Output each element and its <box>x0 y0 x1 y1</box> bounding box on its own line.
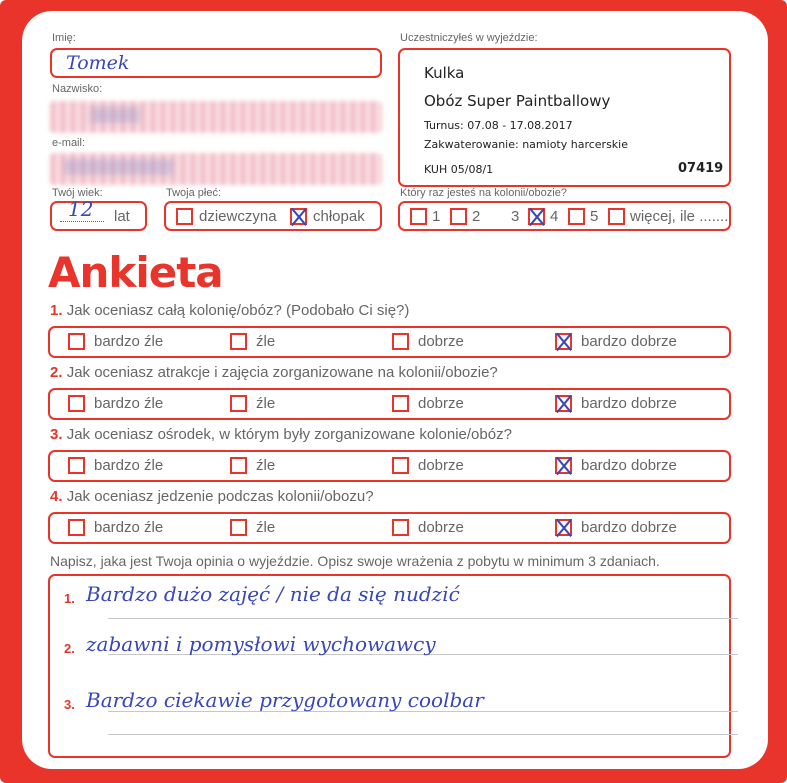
surname-label: Nazwisko: <box>52 83 103 95</box>
question-1-option-4-checkbox[interactable] <box>555 333 572 350</box>
question-3-option-4-label: bardzo dobrze <box>581 457 677 474</box>
opinion-answer-3: Bardzo ciekawie przygotowany coolbar <box>86 688 484 712</box>
trip-code: KUH 05/08/1 <box>424 163 494 176</box>
question-3-option-3-checkbox[interactable] <box>392 457 409 474</box>
question-2-option-1-label: bardzo źle <box>94 395 164 412</box>
question-4-option-3-checkbox[interactable] <box>392 519 409 536</box>
question-3-label: Jak oceniasz ośrodek, w którym były zorganizowane kolonie/obóz? <box>66 426 512 443</box>
question-2-option-3-checkbox[interactable] <box>392 395 409 412</box>
email-field-redacted[interactable]: ▒▒▒▒▒▒▒▒▒▒▒ <box>50 153 382 185</box>
which-time-5-label: 5 <box>590 208 599 225</box>
trip-accommodation: Zakwaterowanie: namioty harcerskie <box>424 138 628 151</box>
question-2-label: Jak oceniasz atrakcje i zajęcia zorganizowane na kolonii/obozie? <box>66 364 498 381</box>
question-2-answers <box>48 388 731 420</box>
question-2-text <box>50 364 498 381</box>
gender-label: Twoja płeć: <box>166 187 222 199</box>
age-field[interactable] <box>50 197 147 231</box>
question-1-option-2-checkbox[interactable] <box>230 333 247 350</box>
which-time-3-label: 3 <box>511 208 520 225</box>
question-3-text <box>50 426 512 443</box>
which-time-label: Który raz jesteś na kolonii/obozie? <box>400 187 567 199</box>
trip-camp: Obóz Super Paintballowy <box>424 92 611 110</box>
gender-boy-label: chłopak <box>313 208 365 225</box>
trip-label: Uczestniczyłeś w wyjeździe: <box>400 32 538 44</box>
opinion-num-2: 2. <box>64 641 75 656</box>
question-2-option-4-label: bardzo dobrze <box>581 395 677 412</box>
question-3-number: 3. <box>50 426 63 443</box>
opinion-prompt: Napisz, jaka jest Twoja opinia o wyjeździe. Opisz swoje wrażenia z pobytu w minimum 3 zdaniach. <box>50 553 660 569</box>
age-dotted-line <box>60 221 104 222</box>
age-unit: lat <box>114 208 130 225</box>
gender-girl-label: dziewczyna <box>199 208 277 225</box>
question-2-number: 2. <box>50 364 63 381</box>
question-1-option-3-label: dobrze <box>418 333 464 350</box>
surname-field-redacted[interactable]: ▒▒▒▒▒ <box>50 101 382 133</box>
question-1-option-2-label: źle <box>256 333 276 350</box>
trip-number: 07419 <box>678 161 724 176</box>
question-3-option-2-label: źle <box>256 457 276 474</box>
gender-field <box>164 201 382 231</box>
gender-girl-checkbox[interactable] <box>176 208 193 225</box>
trip-turnus: Turnus: 07.08 - 17.08.2017 <box>424 119 573 132</box>
survey-title: Ankieta <box>48 248 223 297</box>
question-1-option-3-checkbox[interactable] <box>392 333 409 350</box>
question-4-option-1-checkbox[interactable] <box>68 519 85 536</box>
question-4-option-4-label: bardzo dobrze <box>581 519 677 536</box>
question-4-answers <box>48 512 731 544</box>
which-time-field <box>398 201 731 231</box>
question-3-option-1-label: bardzo źle <box>94 457 164 474</box>
question-2-option-1-checkbox[interactable] <box>68 395 85 412</box>
question-3-option-1-checkbox[interactable] <box>68 457 85 474</box>
opinion-line-4 <box>108 734 738 735</box>
which-time-more-label: więcej, ile ....... <box>630 208 729 225</box>
question-1-option-1-label: bardzo źle <box>94 333 164 350</box>
question-4-option-3-label: dobrze <box>418 519 464 536</box>
question-4-label: Jak oceniasz jedzenie podczas kolonii/obozu? <box>66 488 374 505</box>
question-2-option-2-checkbox[interactable] <box>230 395 247 412</box>
question-4-text <box>50 488 374 505</box>
question-2-option-2-label: źle <box>256 395 276 412</box>
question-1-label: Jak oceniasz całą kolonię/obóz? (Podobało Ci się?) <box>66 302 410 319</box>
opinion-answer-2: zabawni i pomysłowi wychowawcy <box>86 632 436 656</box>
name-label: Imię: <box>52 32 76 44</box>
which-time-2-checkbox[interactable] <box>450 208 467 225</box>
which-time-2-label: 2 <box>472 208 481 225</box>
which-time-4-label: 4 <box>550 208 559 225</box>
question-4-option-2-label: źle <box>256 519 276 536</box>
form-sheet <box>22 11 768 769</box>
question-1-answers <box>48 326 731 358</box>
question-1-option-4-label: bardzo dobrze <box>581 333 677 350</box>
which-time-4-checkbox[interactable] <box>528 208 545 225</box>
age-label: Twój wiek: <box>52 187 103 199</box>
which-time-more-checkbox[interactable] <box>608 208 625 225</box>
name-value: Tomek <box>66 52 130 74</box>
question-2-option-4-checkbox[interactable] <box>555 395 572 412</box>
question-2-option-3-label: dobrze <box>418 395 464 412</box>
question-3-option-4-checkbox[interactable] <box>555 457 572 474</box>
which-time-1-label: 1 <box>432 208 441 225</box>
trip-info-box <box>398 48 731 187</box>
question-4-option-4-checkbox[interactable] <box>555 519 572 536</box>
question-1-number: 1. <box>50 302 63 319</box>
email-label: e-mail: <box>52 137 86 149</box>
question-4-option-2-checkbox[interactable] <box>230 519 247 536</box>
opinion-answer-1: Bardzo dużo zajęć / nie da się nudzić <box>86 582 460 606</box>
age-value: 12 <box>68 197 94 221</box>
question-4-number: 4. <box>50 488 63 505</box>
question-1-text <box>50 302 409 319</box>
which-time-1-checkbox[interactable] <box>410 208 427 225</box>
opinion-line-1 <box>108 618 738 619</box>
trip-name: Kulka <box>424 64 465 82</box>
which-time-5-checkbox[interactable] <box>568 208 585 225</box>
question-3-answers <box>48 450 731 482</box>
question-1-option-1-checkbox[interactable] <box>68 333 85 350</box>
opinion-num-3: 3. <box>64 697 75 712</box>
name-field[interactable] <box>50 48 382 78</box>
question-3-option-3-label: dobrze <box>418 457 464 474</box>
question-4-option-1-label: bardzo źle <box>94 519 164 536</box>
gender-boy-checkbox[interactable] <box>290 208 307 225</box>
opinion-num-1: 1. <box>64 591 75 606</box>
question-3-option-2-checkbox[interactable] <box>230 457 247 474</box>
